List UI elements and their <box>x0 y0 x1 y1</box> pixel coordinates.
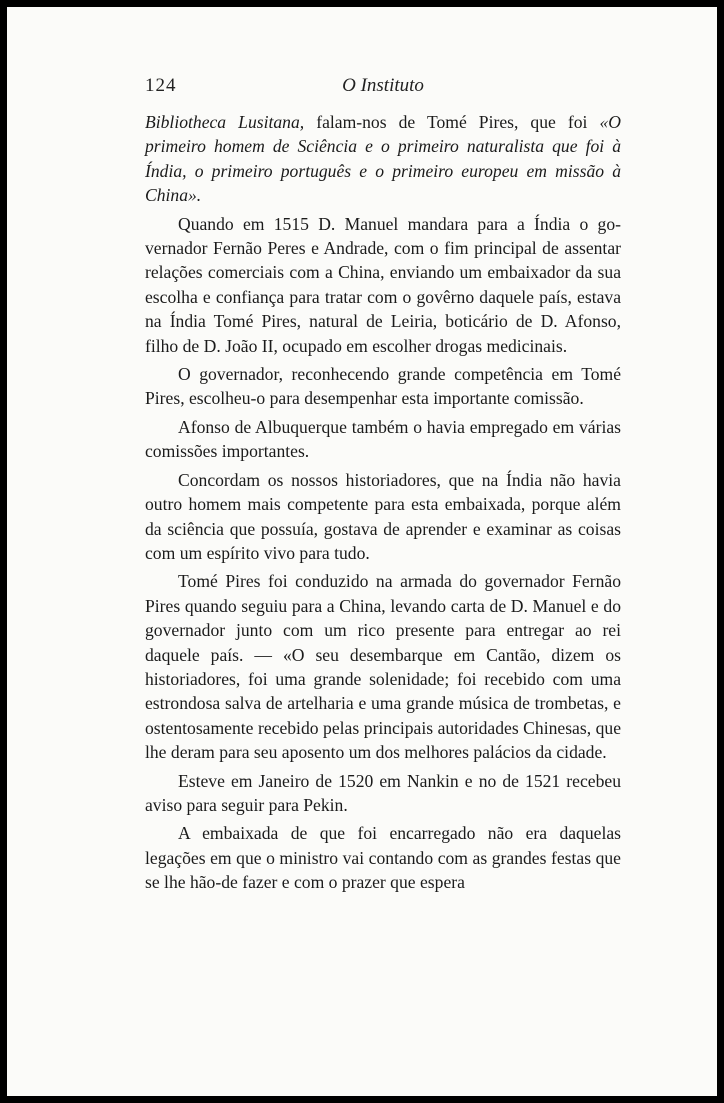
book-page <box>7 7 717 1096</box>
paragraph: Quando em 1515 D. Manuel mandara para a Índia o governador Fernão Peres e Andrade, com o fim principal de assentar relações comerciais com a China, enviando um embaixador da sua escolha e confiança para tratar com o govêrno daquele país, estava na Índia Tomé Pires, natural de Leiria, boticário de D. Afonso, filho de D. João II, ocupado em escolher drogas medicinais. <box>145 213 621 356</box>
page-number: 124 <box>145 75 177 96</box>
paragraph: Tomé Pires foi conduzido na armada do governador Fernão Pires quando seguiu para a China, levando carta de D. Manuel e do governador junto com um rico presente para entregar ao rei daquele país. — «O seu desembarque em Cantão, dizem os historiadores, foi uma grande solenidade; foi recebido com uma estrondosa salva de artelharia e uma grande música de trombetas, e ostentosamente recebido pelas principais autoridades Chinesas, que lhe deram para seu aposento um dos melhores palácios da cidade. <box>145 571 621 763</box>
paragraph-continuation <box>145 110 621 208</box>
paragraph: Concordam os nossos historiadores, que na Índia não havia outro homem mais competente para esta embaixada, porque além da sciência que possuía, gostava de aprender e examinar as coisas com um espírito vivo para tudo. <box>145 469 621 563</box>
page-header <box>145 75 621 99</box>
paragraph-text: falam-nos de Tomé Pires, que foi <box>304 112 600 132</box>
paragraph: O governador, reconhecendo grande competência em Tomé Pires, escolheu-o para desempenhar esta importante comissão. <box>145 364 621 409</box>
italic-quote: «O primeiro homem de Sciência e o primeiro naturalista que foi à Índia, o primeiro português e o primeiro europeu em missão à China». <box>145 112 621 206</box>
italic-title: Bibliotheca Lusitana, <box>145 112 305 132</box>
running-title: O Instituto <box>342 75 424 96</box>
body-text <box>145 110 621 899</box>
paragraph: Afonso de Albuquerque também o havia empregado em várias comissões importantes. <box>145 416 621 462</box>
paragraph: Esteve em Janeiro de 1520 em Nankin e no de 1521 recebeu aviso para seguir para Pekin. <box>145 770 621 815</box>
paragraph: A embaixada de que foi encarregado não era daquelas legações em que o ministro vai contando com as grandes festas que se lhe hão-de fazer e com o prazer que espera <box>145 823 621 893</box>
